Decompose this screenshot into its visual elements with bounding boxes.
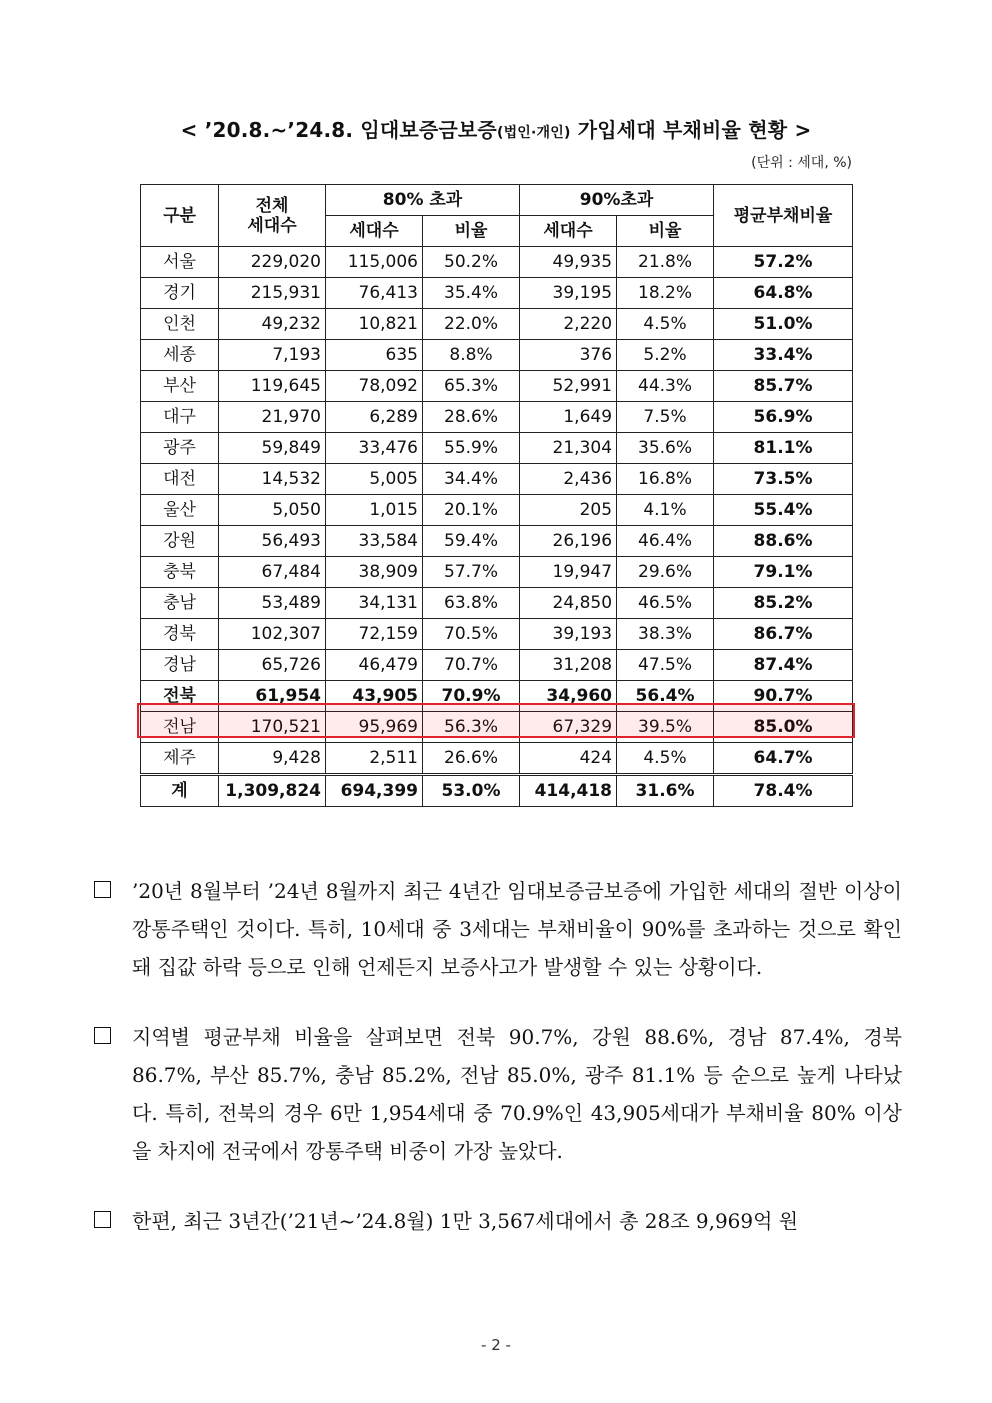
row-households-80: 33,584	[326, 526, 423, 557]
row-households-90: 39,195	[520, 278, 617, 309]
checkbox-bullet-icon	[94, 1027, 111, 1044]
row-households-80: 2,511	[326, 743, 423, 775]
row-avg-ratio: 81.1%	[714, 433, 853, 464]
row-region: 인천	[141, 309, 219, 340]
row-total: 65,726	[219, 650, 326, 681]
row-ratio-90: 39.5%	[617, 712, 714, 743]
row-households-90: 205	[520, 495, 617, 526]
row-ratio-80: 53.0%	[423, 775, 520, 807]
row-avg-ratio: 87.4%	[714, 650, 853, 681]
row-region: 부산	[141, 371, 219, 402]
row-households-90: 39,193	[520, 619, 617, 650]
table-row	[141, 619, 853, 650]
row-households-80: 38,909	[326, 557, 423, 588]
table-row	[141, 340, 853, 371]
row-ratio-90: 31.6%	[617, 775, 714, 807]
row-households-80: 115,006	[326, 247, 423, 278]
row-ratio-80: 28.6%	[423, 402, 520, 433]
row-total: 53,489	[219, 588, 326, 619]
row-households-90: 49,935	[520, 247, 617, 278]
row-region: 세종	[141, 340, 219, 371]
row-region: 서울	[141, 247, 219, 278]
row-avg-ratio: 85.2%	[714, 588, 853, 619]
table-row	[141, 775, 853, 807]
body-paragraphs	[92, 872, 902, 1272]
table-row	[141, 743, 853, 775]
header-over80: 80% 초과	[326, 185, 520, 216]
header-households-80: 세대수	[326, 216, 423, 247]
row-ratio-80: 22.0%	[423, 309, 520, 340]
row-households-80: 76,413	[326, 278, 423, 309]
row-avg-ratio: 79.1%	[714, 557, 853, 588]
table-row	[141, 557, 853, 588]
row-households-80: 635	[326, 340, 423, 371]
paragraph	[92, 1202, 902, 1240]
paragraph	[92, 872, 902, 986]
row-households-80: 46,479	[326, 650, 423, 681]
row-ratio-80: 63.8%	[423, 588, 520, 619]
row-ratio-80: 65.3%	[423, 371, 520, 402]
row-households-80: 6,289	[326, 402, 423, 433]
title-paren: (법인·개인)	[496, 125, 571, 141]
unit-label: (단위 : 세대, %)	[751, 155, 852, 171]
row-ratio-80: 56.3%	[423, 712, 520, 743]
row-ratio-80: 20.1%	[423, 495, 520, 526]
table-row	[141, 712, 853, 743]
row-avg-ratio: 64.7%	[714, 743, 853, 775]
row-households-80: 5,005	[326, 464, 423, 495]
header-region: 구분	[141, 185, 219, 247]
header-total	[219, 185, 326, 247]
row-region: 대구	[141, 402, 219, 433]
row-total: 119,645	[219, 371, 326, 402]
row-ratio-80: 35.4%	[423, 278, 520, 309]
row-households-90: 19,947	[520, 557, 617, 588]
row-avg-ratio: 57.2%	[714, 247, 853, 278]
row-households-80: 1,015	[326, 495, 423, 526]
row-households-90: 24,850	[520, 588, 617, 619]
row-ratio-80: 50.2%	[423, 247, 520, 278]
row-households-80: 10,821	[326, 309, 423, 340]
table-row	[141, 278, 853, 309]
header-ratio-80: 비율	[423, 216, 520, 247]
paragraph	[92, 1018, 902, 1170]
row-total: 102,307	[219, 619, 326, 650]
row-total: 215,931	[219, 278, 326, 309]
row-households-90: 21,304	[520, 433, 617, 464]
row-ratio-90: 35.6%	[617, 433, 714, 464]
row-avg-ratio: 64.8%	[714, 278, 853, 309]
row-ratio-90: 29.6%	[617, 557, 714, 588]
row-households-80: 34,131	[326, 588, 423, 619]
row-ratio-90: 56.4%	[617, 681, 714, 712]
row-total: 56,493	[219, 526, 326, 557]
table-row	[141, 588, 853, 619]
row-total: 1,309,824	[219, 775, 326, 807]
row-avg-ratio: 85.7%	[714, 371, 853, 402]
row-ratio-90: 38.3%	[617, 619, 714, 650]
row-ratio-80: 59.4%	[423, 526, 520, 557]
row-region: 계	[141, 775, 219, 807]
header-ratio-90: 비율	[617, 216, 714, 247]
row-total: 7,193	[219, 340, 326, 371]
row-households-90: 1,649	[520, 402, 617, 433]
row-avg-ratio: 73.5%	[714, 464, 853, 495]
row-households-90: 2,220	[520, 309, 617, 340]
row-avg-ratio: 88.6%	[714, 526, 853, 557]
row-households-90: 52,991	[520, 371, 617, 402]
row-ratio-80: 26.6%	[423, 743, 520, 775]
row-region: 충북	[141, 557, 219, 588]
row-ratio-80: 55.9%	[423, 433, 520, 464]
row-total: 229,020	[219, 247, 326, 278]
row-region: 광주	[141, 433, 219, 464]
row-region: 강원	[141, 526, 219, 557]
row-region: 충남	[141, 588, 219, 619]
row-ratio-80: 8.8%	[423, 340, 520, 371]
table-row	[141, 464, 853, 495]
row-avg-ratio: 33.4%	[714, 340, 853, 371]
row-ratio-80: 70.9%	[423, 681, 520, 712]
row-region: 전남	[141, 712, 219, 743]
row-ratio-80: 70.5%	[423, 619, 520, 650]
header-total-text: 전체 세대수	[247, 195, 297, 236]
table-row	[141, 371, 853, 402]
row-ratio-90: 4.5%	[617, 743, 714, 775]
row-region: 제주	[141, 743, 219, 775]
row-total: 14,532	[219, 464, 326, 495]
table-row	[141, 681, 853, 712]
row-households-90: 31,208	[520, 650, 617, 681]
row-households-90: 376	[520, 340, 617, 371]
row-households-90: 414,418	[520, 775, 617, 807]
row-households-80: 78,092	[326, 371, 423, 402]
checkbox-bullet-icon	[94, 1211, 111, 1228]
paragraph-text: 지역별 평균부채 비율을 살펴보면 전북 90.7%, 강원 88.6%, 경남 87.4%, 경북 86.7%, 부산 85.7%, 충남 85.2%, 전남 85.0%, 광주 81.1% 등 순으로 높게 나타났다. 특히, 전북의 경우 6만 1,954세대 중 70.9%인 43,905세대가 부채비율 80% 이상을 차지에 전국에서 깡통주택 비중이 가장 높았다.	[132, 1025, 902, 1163]
row-avg-ratio: 55.4%	[714, 495, 853, 526]
row-households-80: 694,399	[326, 775, 423, 807]
row-total: 5,050	[219, 495, 326, 526]
table-row	[141, 309, 853, 340]
row-total: 59,849	[219, 433, 326, 464]
row-ratio-90: 21.8%	[617, 247, 714, 278]
row-avg-ratio: 90.7%	[714, 681, 853, 712]
row-ratio-90: 4.1%	[617, 495, 714, 526]
row-ratio-90: 5.2%	[617, 340, 714, 371]
row-households-80: 72,159	[326, 619, 423, 650]
row-ratio-90: 4.5%	[617, 309, 714, 340]
row-households-80: 43,905	[326, 681, 423, 712]
table-body	[141, 247, 853, 807]
row-total: 21,970	[219, 402, 326, 433]
table-row	[141, 526, 853, 557]
row-ratio-90: 44.3%	[617, 371, 714, 402]
row-ratio-80: 70.7%	[423, 650, 520, 681]
row-region: 경기	[141, 278, 219, 309]
row-ratio-80: 34.4%	[423, 464, 520, 495]
row-ratio-80: 57.7%	[423, 557, 520, 588]
row-region: 경북	[141, 619, 219, 650]
debt-ratio-table	[140, 184, 853, 807]
header-households-90: 세대수	[520, 216, 617, 247]
page-number: - 2 -	[481, 1336, 511, 1354]
table-row	[141, 495, 853, 526]
row-ratio-90: 47.5%	[617, 650, 714, 681]
row-ratio-90: 16.8%	[617, 464, 714, 495]
row-households-90: 2,436	[520, 464, 617, 495]
row-households-80: 33,476	[326, 433, 423, 464]
row-region: 전북	[141, 681, 219, 712]
row-total: 9,428	[219, 743, 326, 775]
paragraph-text: 한편, 최근 3년간(’21년~’24.8월) 1만 3,567세대에서 총 28조 9,969억 원	[132, 1209, 799, 1233]
header-over90: 90%초과	[520, 185, 714, 216]
paragraph-text: ’20년 8월부터 ’24년 8월까지 최근 4년간 임대보증금보증에 가입한 세대의 절반 이상이 깡통주택인 것이다. 특히, 10세대 중 3세대는 부채비율이 90%를 초과하는 것으로 확인돼 집값 하락 등으로 인해 언제든지 보증사고가 발생할 수 있는 상황이다.	[132, 879, 902, 979]
row-ratio-90: 46.5%	[617, 588, 714, 619]
row-households-90: 424	[520, 743, 617, 775]
row-households-90: 34,960	[520, 681, 617, 712]
row-region: 대전	[141, 464, 219, 495]
table-row	[141, 433, 853, 464]
row-ratio-90: 18.2%	[617, 278, 714, 309]
row-households-90: 26,196	[520, 526, 617, 557]
row-avg-ratio: 85.0%	[714, 712, 853, 743]
header-avg-ratio: 평균부채비율	[714, 185, 853, 247]
row-households-80: 95,969	[326, 712, 423, 743]
row-total: 170,521	[219, 712, 326, 743]
row-households-90: 67,329	[520, 712, 617, 743]
row-avg-ratio: 56.9%	[714, 402, 853, 433]
row-total: 61,954	[219, 681, 326, 712]
title-main: < ’20.8.~’24.8. 임대보증금보증	[180, 118, 497, 142]
row-region: 경남	[141, 650, 219, 681]
checkbox-bullet-icon	[94, 881, 111, 898]
row-ratio-90: 46.4%	[617, 526, 714, 557]
table-row	[141, 650, 853, 681]
table-row	[141, 247, 853, 278]
title-rest: 가입세대 부채비율 현황 >	[570, 118, 812, 142]
table-row	[141, 402, 853, 433]
row-total: 67,484	[219, 557, 326, 588]
row-avg-ratio: 78.4%	[714, 775, 853, 807]
table-title	[0, 114, 992, 143]
row-total: 49,232	[219, 309, 326, 340]
row-ratio-90: 7.5%	[617, 402, 714, 433]
row-avg-ratio: 51.0%	[714, 309, 853, 340]
row-avg-ratio: 86.7%	[714, 619, 853, 650]
row-region: 울산	[141, 495, 219, 526]
